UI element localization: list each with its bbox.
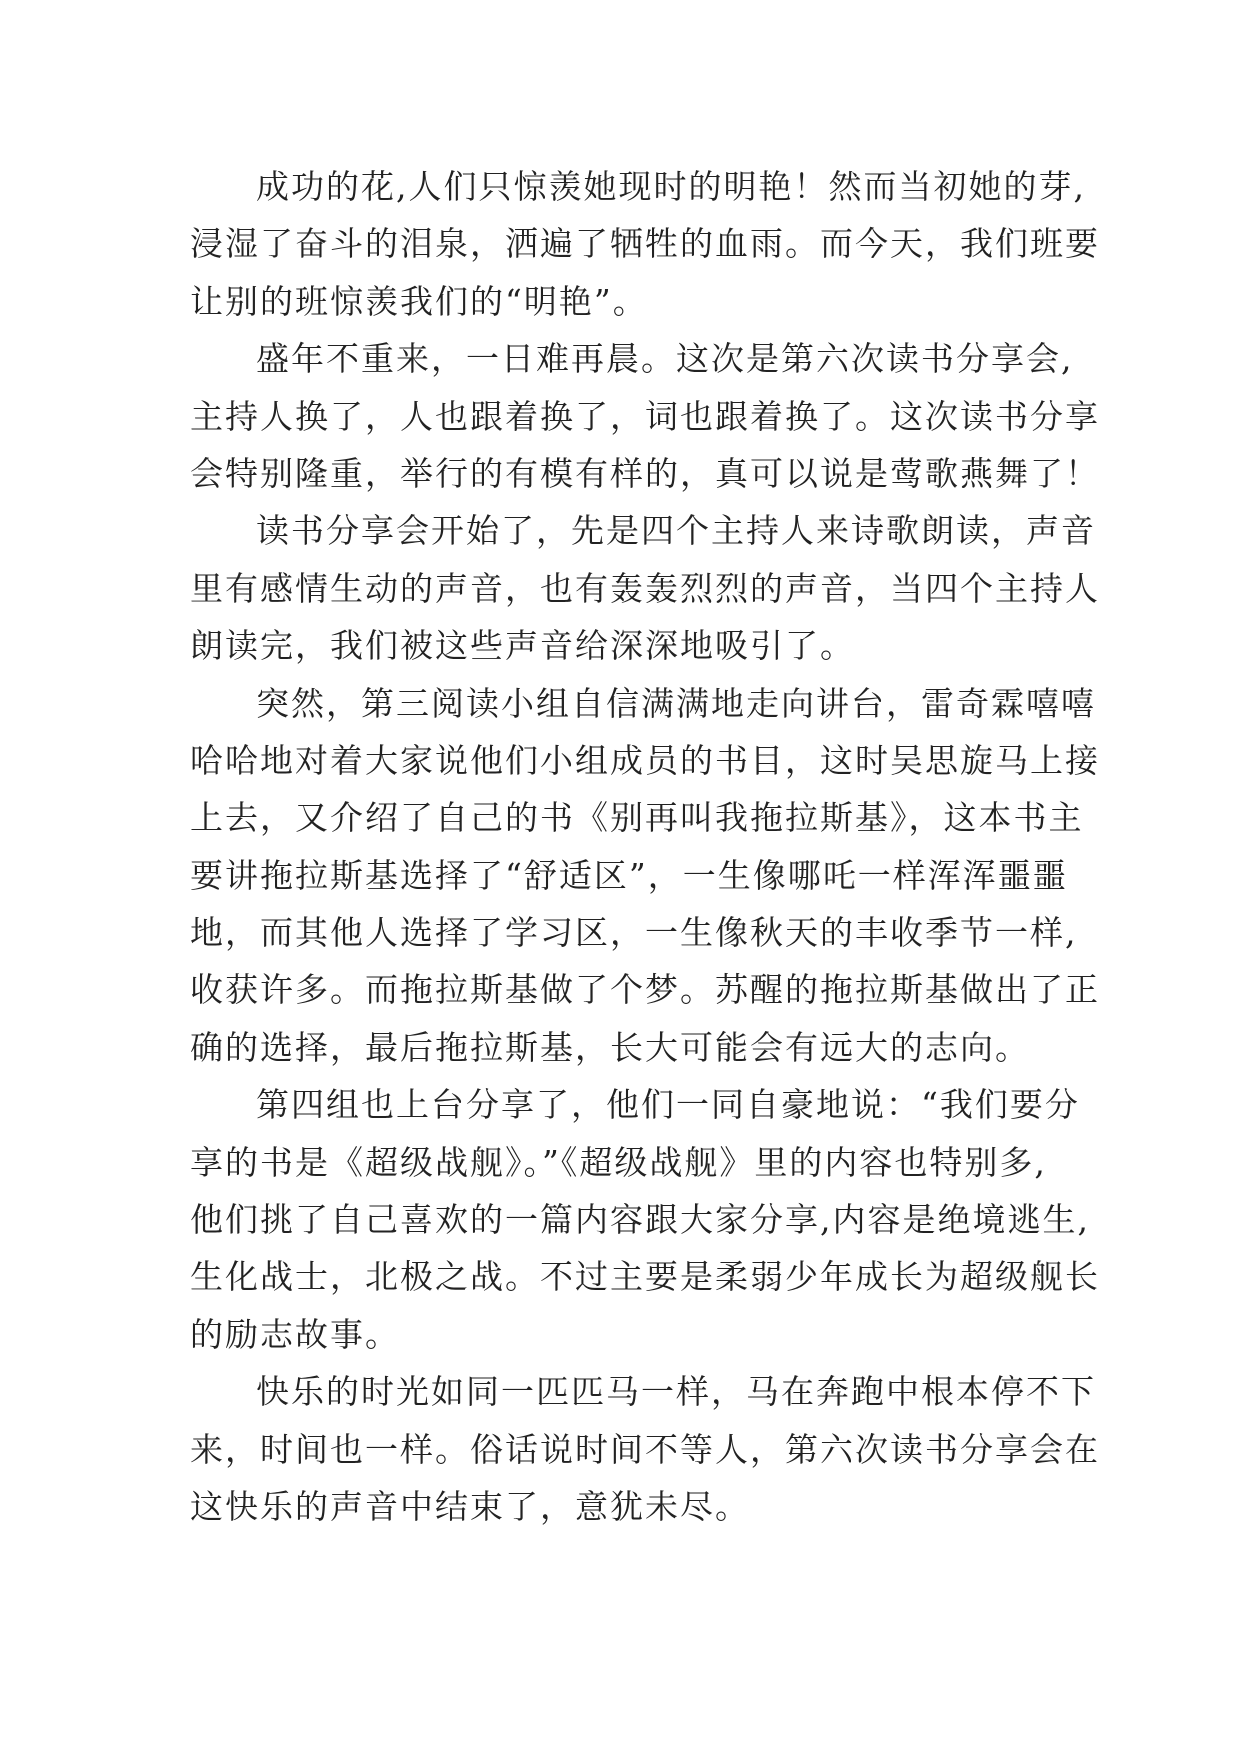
text-line: 会特别隆重，举行的有模有样的，真可以说是莺歌燕舞了！ xyxy=(190,453,1100,493)
text-line: 的励志故事。 xyxy=(190,1314,400,1354)
text-line: 朗读完，我们被这些声音给深深地吸引了。 xyxy=(190,626,855,666)
text-line: 主持人换了，人也跟着换了，词也跟着换了。这次读书分享 xyxy=(190,396,1100,436)
paragraph-2 xyxy=(190,330,1100,502)
paragraph-5 xyxy=(190,1076,1100,1363)
text-line: 要讲拖拉斯基选择了“舒适区”，一生像哪吒一样浑浑噩噩 xyxy=(190,855,1068,895)
text-line: 地，而其他人选择了学习区，一生像秋天的丰收季节一样, xyxy=(190,913,1078,953)
text-line: 突然，第三阅读小组自信满满地走向讲台，雷奇霖嘻嘻 xyxy=(256,683,1096,723)
text-line: 浸湿了奋斗的泪泉，洒遍了牺牲的血雨。而今天，我们班要 xyxy=(190,224,1100,264)
text-line: 里有感情生动的声音，也有轰轰烈烈的声音，当四个主持人 xyxy=(190,568,1100,608)
text-line: 生化战士，北极之战。不过主要是柔弱少年成长为超级舰长 xyxy=(190,1257,1100,1297)
text-line: 来，时间也一样。俗话说时间不等人，第六次读书分享会在 xyxy=(190,1429,1100,1469)
text-line: 确的选择，最后拖拉斯基，长大可能会有远大的志向。 xyxy=(190,1027,1030,1067)
text-line: 上去，又介绍了自己的书《别再叫我拖拉斯基》，这本书主 xyxy=(190,798,1084,838)
paragraph-1 xyxy=(190,158,1100,330)
text-line: 收获许多。而拖拉斯基做了个梦。苏醒的拖拉斯基做出了正 xyxy=(190,970,1100,1010)
text-line: 享的书是《超级战舰》。”《超级战舰》里的内容也特别多, xyxy=(190,1142,1047,1182)
text-line: 读书分享会开始了，先是四个主持人来诗歌朗读，声音 xyxy=(256,511,1096,551)
paragraph-6 xyxy=(190,1363,1100,1535)
text-line: 哈哈地对着大家说他们小组成员的书目，这时吴思旋马上接 xyxy=(190,740,1100,780)
text-line: 让别的班惊羡我们的“明艳”。 xyxy=(190,281,648,321)
paragraph-4 xyxy=(190,675,1100,1077)
paragraph-3 xyxy=(190,502,1100,674)
text-line: 成功的花,人们只惊羡她现时的明艳！然而当初她的芽, xyxy=(256,167,1086,206)
text-line: 盛年不重来，一日难再晨。这次是第六次读书分享会, xyxy=(256,339,1074,379)
text-line: 快乐的时光如同一匹匹马一样，马在奔跑中根本停不下 xyxy=(256,1372,1096,1412)
text-line: 他们挑了自己喜欢的一篇内容跟大家分享,内容是绝境逃生, xyxy=(190,1200,1090,1240)
document-body xyxy=(190,158,1100,1535)
text-line: 第四组也上台分享了，他们一同自豪地说：“我们要分 xyxy=(256,1085,1080,1125)
text-line: 这快乐的声音中结束了，意犹未尽。 xyxy=(190,1486,750,1526)
